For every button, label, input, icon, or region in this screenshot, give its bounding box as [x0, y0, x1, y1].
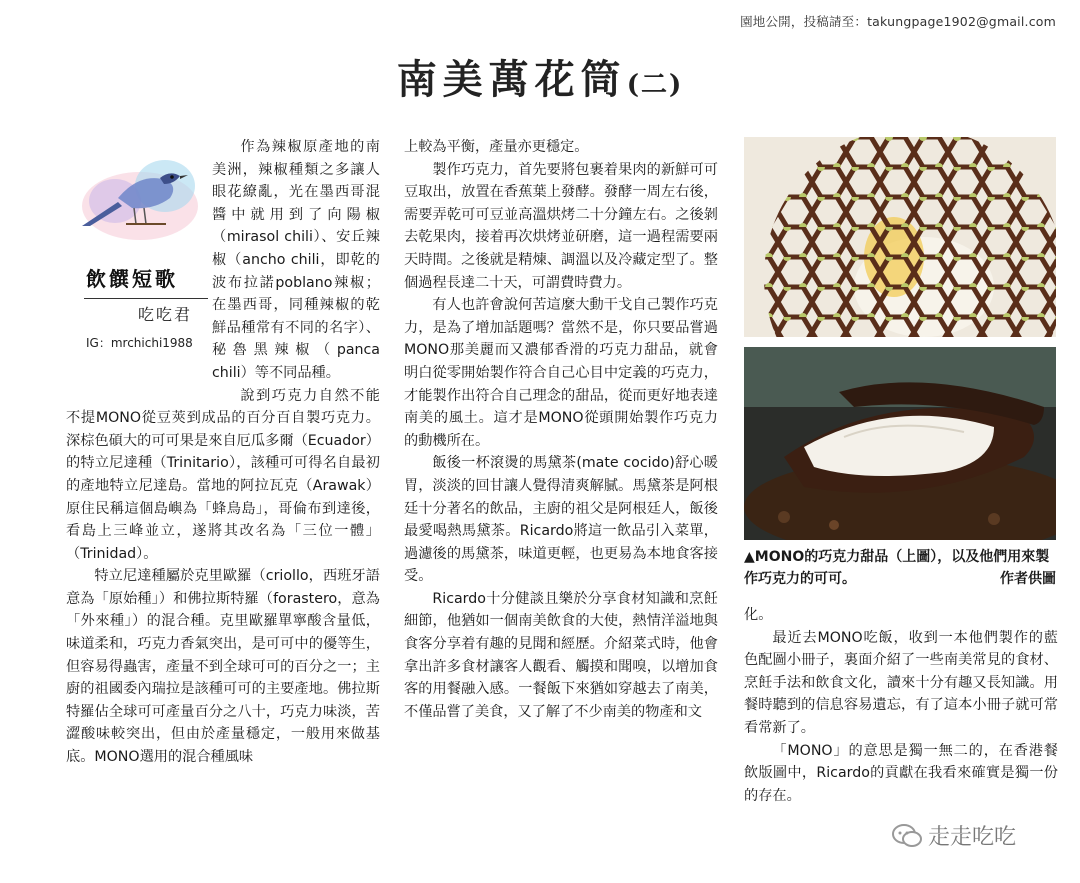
wechat-watermark: [892, 820, 1016, 851]
page-title: [0, 48, 1080, 105]
article-column-2: [404, 136, 718, 723]
cacao-photo: [744, 347, 1056, 540]
column-name: 飲饌短歌: [86, 267, 178, 291]
cacao-pod-image: [744, 347, 1056, 540]
author-instagram: IG：mrchichi1988: [86, 336, 193, 350]
paragraph: 最近去MONO吃飯，收到一本他們製作的藍色配圖小冊子，裏面介紹了一些南美常見的食材、烹飪手法和飲食文化，讀來十分有趣又長知識。用餐時聽到的信息容易遺忘，有了這本小冊子就可常看常新了。: [744, 629, 1058, 736]
watermark-text: 走走吃吃: [928, 825, 1017, 850]
paragraph: 飯後一杯滾燙的馬黛茶(mate cocido)舒心暖胃，淡淡的回甘讓人覺得清爽解膩。馬黛茶是阿根廷十分著名的飲品，主廚的祖父是阿根廷人，飯後最愛喝熱馬黛茶。Ricardo將這一飲品引入菜單，過濾後的馬黛茶，味道更輕，也更易為本地食客接受。: [404, 455, 718, 585]
article-column-3: [744, 604, 1058, 807]
bird-illustration: [70, 146, 202, 246]
paragraph: 「MONO」的意思是獨一無二的，在香港餐飲版圖中，Ricardo的貢獻在我看來確實是獨一份的存在。: [744, 742, 1058, 804]
paragraph: 特立尼達種屬於克里歐羅（criollo，西班牙語意為「原始種」）和佛拉斯特羅（forastero，意為「外來種」）的混合種。克里歐羅單寧酸含量低，味道柔和，巧克力香氣突出，是可可中的優等生，但容易得蟲害，產量不到全球可可的百分之一；主廚的祖國委內瑞拉是該種可可的主要產地。佛拉斯特羅佔全球可可產量百分之八十，巧克力味淡，苦澀酸味較突出，但由於產量穩定，一般用來做基底。MONO選用的混合種風味: [66, 568, 380, 766]
title-sub: (二): [626, 70, 684, 100]
article-column-1: [66, 136, 380, 769]
submission-note: 園地公開，投稿請至：takungpage1902@gmail.com: [740, 14, 1056, 29]
paragraph: 化。: [744, 607, 773, 623]
paragraph: 作為辣椒原產地的南美洲，辣椒種類之多讓人眼花繚亂，光在墨西哥混醬中就用到了向陽椒（mirasol chili）、安丘辣椒（ancho chili，即乾的波布拉諾poblano辣椒；在墨西哥，同種辣椒的乾鮮品種常有不同的名字）、秘魯黑辣椒（panca chili）等不同品種。: [212, 139, 380, 381]
paragraph: 製作巧克力，首先要將包裹着果肉的新鮮可可豆取出，放置在香蕉葉上發酵。發酵一周左右後，需要弄乾可可豆並高溫烘烤二十分鐘左右。之後剝去乾果肉，接着再次烘烤並研磨，這一過程需要兩天時間。之後就是精煉、調溫以及冷藏定型了。整個過程長達二十天，可謂費時費力。: [404, 161, 718, 291]
photo-caption: [744, 546, 1056, 590]
byline-divider: [84, 298, 208, 299]
dessert-photo: [744, 137, 1056, 337]
chocolate-dome-image: [744, 137, 1056, 337]
title-main: 南美萬花筒: [396, 56, 627, 103]
byline-box: [66, 136, 212, 386]
photo-credit: 作者供圖: [1000, 571, 1056, 587]
paragraph: 有人也許會說何苦這麼大動干戈自己製作巧克力，是為了增加話題嗎？當然不是，你只要品嘗過MONO那美麗而又濃郁香滑的巧克力甜品，就會明白從零開始製作符合自己心目中定義的巧克力，才能製作出符合自己理念的甜品，從而更好地表達南美的風土。這才是MONO從頭開始製作巧克力的動機所在。: [404, 297, 718, 449]
caption-text: ▲MONO的巧克力甜品（上圖），以及他們用來製作巧克力的可可。: [744, 549, 1050, 587]
author-name: 吃吃君: [137, 305, 192, 324]
paragraph: 上較為平衡，產量亦更穩定。: [404, 139, 589, 155]
wechat-icon: [892, 824, 922, 848]
paragraph: Ricardo十分健談且樂於分享食材知識和烹飪細節，他猶如一個南美飲食的大使，熱情洋溢地與食客分享着有趣的見聞和經歷。介紹菜式時，他會拿出許多食材讓客人觀看、觸摸和聞嗅，以增加食客的用餐融入感。一餐飯下來猶如穿越去了南美，不僅品嘗了美食，又了解了不少南美的物產和文: [404, 590, 718, 720]
paragraph: 說到巧克力自然不能不提MONO從豆莢到成品的百分百自製巧克力。深棕色碩大的可可果是來自厄瓜多爾（Ecuador）的特立尼達種（Trinitario），該種可可得名自最初的產地特立尼達島。當地的阿拉瓦克（Arawak）原住民稱這個島嶼為「蜂鳥島」，哥倫布到達後，看島上三峰並立，遂將其改名為「三位一體」（Trinidad）。: [66, 387, 380, 562]
